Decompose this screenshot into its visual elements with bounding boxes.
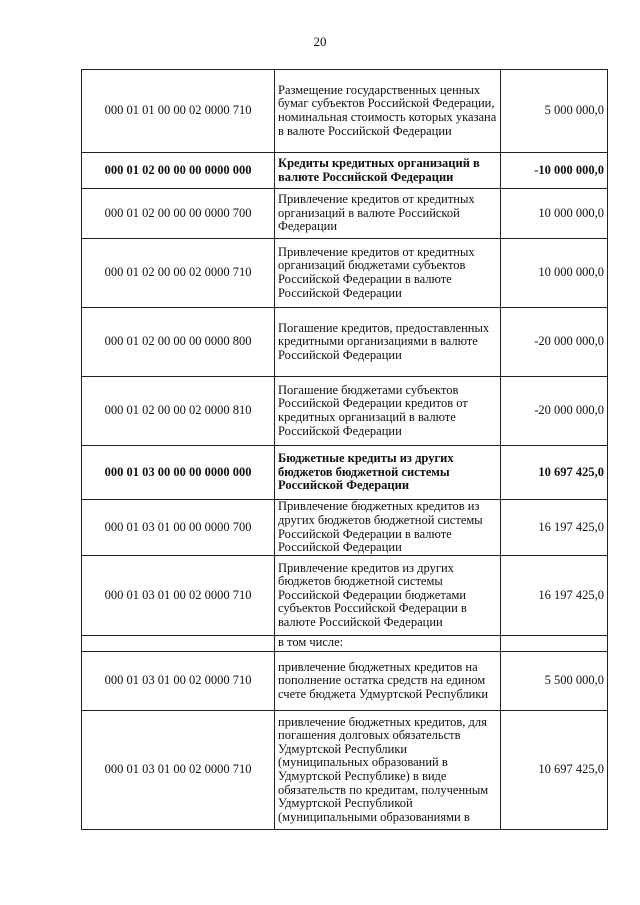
row-description: Привлечение кредитов от кредитных организаций в валюте Российской Федерации — [275, 189, 501, 239]
page-number: 20 — [313, 34, 327, 49]
row-amount: 10 000 000,0 — [501, 189, 608, 239]
row-code: 000 01 03 01 00 02 0000 710 — [82, 652, 275, 711]
table-row — [82, 446, 608, 500]
row-code — [82, 636, 275, 652]
row-code: 000 01 03 01 00 02 0000 710 — [82, 556, 275, 636]
row-description: Кредиты кредитных организаций в валюте Российской Федерации — [275, 153, 501, 189]
row-amount — [501, 636, 608, 652]
row-code: 000 01 02 00 00 02 0000 710 — [82, 239, 275, 308]
row-description: Размещение государственных ценных бумаг субъектов Российской Федерации, номинальная стоимость которых указана в валюте Российской Федерации — [275, 70, 501, 153]
row-amount: 5 000 000,0 — [501, 70, 608, 153]
row-amount: 10 000 000,0 — [501, 239, 608, 308]
row-description: привлечение бюджетных кредитов на пополнение остатка средств на едином счете бюджета Удмуртской Республики — [275, 652, 501, 711]
row-code: 000 01 01 00 00 02 0000 710 — [82, 70, 275, 153]
row-amount: 10 697 425,0 — [501, 446, 608, 500]
row-code: 000 01 02 00 00 00 0000 000 — [82, 153, 275, 189]
table-row — [82, 500, 608, 556]
row-amount: -20 000 000,0 — [501, 377, 608, 446]
row-description: Погашение бюджетами субъектов Российской Федерации кредитов от кредитных организаций в валюте Российской Федерации — [275, 377, 501, 446]
row-code: 000 01 02 00 00 02 0000 810 — [82, 377, 275, 446]
row-description: Привлечение кредитов из других бюджетов бюджетной системы Российской Федерации бюджетами субъектов Российской Федерации в валюте Российской Федерации — [275, 556, 501, 636]
row-code: 000 01 03 01 00 00 0000 700 — [82, 500, 275, 556]
table-row — [82, 308, 608, 377]
table-row — [82, 239, 608, 308]
row-code: 000 01 03 00 00 00 0000 000 — [82, 446, 275, 500]
table-row — [82, 711, 608, 830]
row-description: Погашение кредитов, предоставленных кредитными организациями в валюте Российской Федерации — [275, 308, 501, 377]
row-amount: 16 197 425,0 — [501, 556, 608, 636]
row-description: привлечение бюджетных кредитов, для погашения долговых обязательств Удмуртской Республики (муниципальных образований в Удмуртской Республике) в виде обязательств по кредитам, полученным Удмуртской Республикой (муниципальными образованиями в — [275, 711, 501, 830]
row-amount: 5 500 000,0 — [501, 652, 608, 711]
table-row — [82, 636, 608, 652]
row-description: в том числе: — [275, 636, 501, 652]
table-row — [82, 70, 608, 153]
row-code: 000 01 03 01 00 02 0000 710 — [82, 711, 275, 830]
table-row — [82, 652, 608, 711]
row-amount: -20 000 000,0 — [501, 308, 608, 377]
row-code: 000 01 02 00 00 00 0000 800 — [82, 308, 275, 377]
budget-sources-table — [81, 69, 608, 830]
row-description: Привлечение бюджетных кредитов из других бюджетов бюджетной системы Российской Федерации в валюте Российской Федерации — [275, 500, 501, 556]
table-row — [82, 153, 608, 189]
row-code: 000 01 02 00 00 00 0000 700 — [82, 189, 275, 239]
table-row — [82, 377, 608, 446]
table-row — [82, 189, 608, 239]
row-amount: -10 000 000,0 — [501, 153, 608, 189]
row-description: Привлечение кредитов от кредитных организаций бюджетами субъектов Российской Федерации в валюте Российской Федерации — [275, 239, 501, 308]
row-amount: 16 197 425,0 — [501, 500, 608, 556]
row-amount: 10 697 425,0 — [501, 711, 608, 830]
table-row — [82, 556, 608, 636]
row-description: Бюджетные кредиты из других бюджетов бюджетной системы Российской Федерации — [275, 446, 501, 500]
